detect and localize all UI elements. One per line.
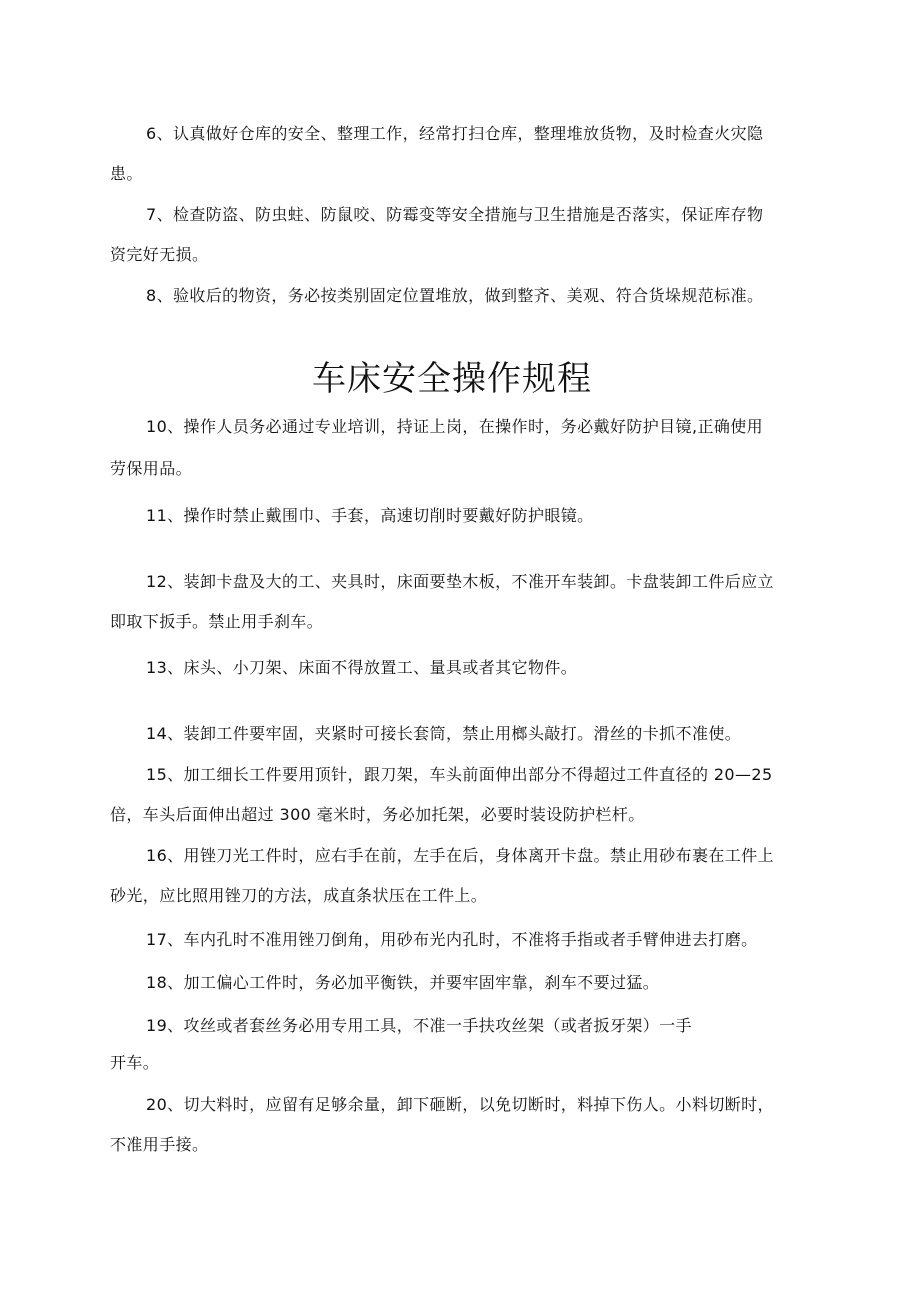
item-15-line-2: 倍，车头后面伸出超过 300 毫米时，务必加托架，必要时装设防护栏杆。 [110,805,645,824]
item-19-line-1: 19、攻丝或者套丝务必用专用工具，不准一手扶攻丝架（或者扳牙架）一手 [146,1016,692,1035]
item-14: 14、装卸工件要牢固，夹紧时可接长套筒，禁止用榔头敲打。滑丝的卡抓不准使。 [146,724,742,743]
item-6-line-2: 患。 [110,164,143,183]
item-12-line-1: 12、装卸卡盘及大的工、夹具时，床面要垫木板，不准开车装卸。卡盘装卸工件后应立 [146,572,774,591]
item-17: 17、车内孔时不准用锉刀倒角，用砂布光内孔时，不准将手指或者手臂伸进去打磨。 [146,930,758,949]
item-8: 8、验收后的物资，务必按类别固定位置堆放，做到整齐、美观、符合货垛规范标准。 [146,286,764,305]
item-7-line-2: 资完好无损。 [110,245,209,264]
item-13: 13、床头、小刀架、床面不得放置工、量具或者其它物件。 [146,658,578,677]
item-6-line-1: 6、认真做好仓库的安全、整理工作，经常打扫仓库，整理堆放货物，及时检查火灾隐 [146,124,764,143]
item-15-line-1: 15、加工细长工件要用顶针，跟刀架，车头前面伸出部分不得超过工件直径的 20—25 [146,765,773,784]
item-16-line-1: 16、用锉刀光工件时，应右手在前，左手在后，身体离开卡盘。禁止用砂布裹在工件上 [146,846,774,865]
item-10-line-1: 10、操作人员务必通过专业培训，持证上岗，在操作时，务必戴好防护目镜,正确使用 [146,417,764,436]
item-18: 18、加工偏心工件时，务必加平衡铁，并要牢固牢靠，刹车不要过猛。 [146,973,660,992]
item-20-line-1: 20、切大料时，应留有足够余量，卸下砸断，以免切断时，料掉下伤人。小料切断时， [146,1095,774,1114]
item-7-line-1: 7、检查防盗、防虫蛀、防鼠咬、防霉变等安全措施与卫生措施是否落实，保证库存物 [146,205,764,224]
item-19-line-2: 开车。 [110,1053,160,1072]
item-12-line-2: 即取下扳手。禁止用手刹车。 [110,612,324,631]
item-16-line-2: 砂光，应比照用锉刀的方法，成直条状压在工件上。 [110,886,488,905]
page-title: 车床安全操作规程 [312,359,592,399]
item-20-line-2: 不准用手接。 [110,1135,209,1154]
item-11: 11、操作时禁止戴围巾、手套，高速切削时要戴好防护眼镜。 [146,506,594,525]
item-10-line-2: 劳保用品。 [110,459,193,478]
